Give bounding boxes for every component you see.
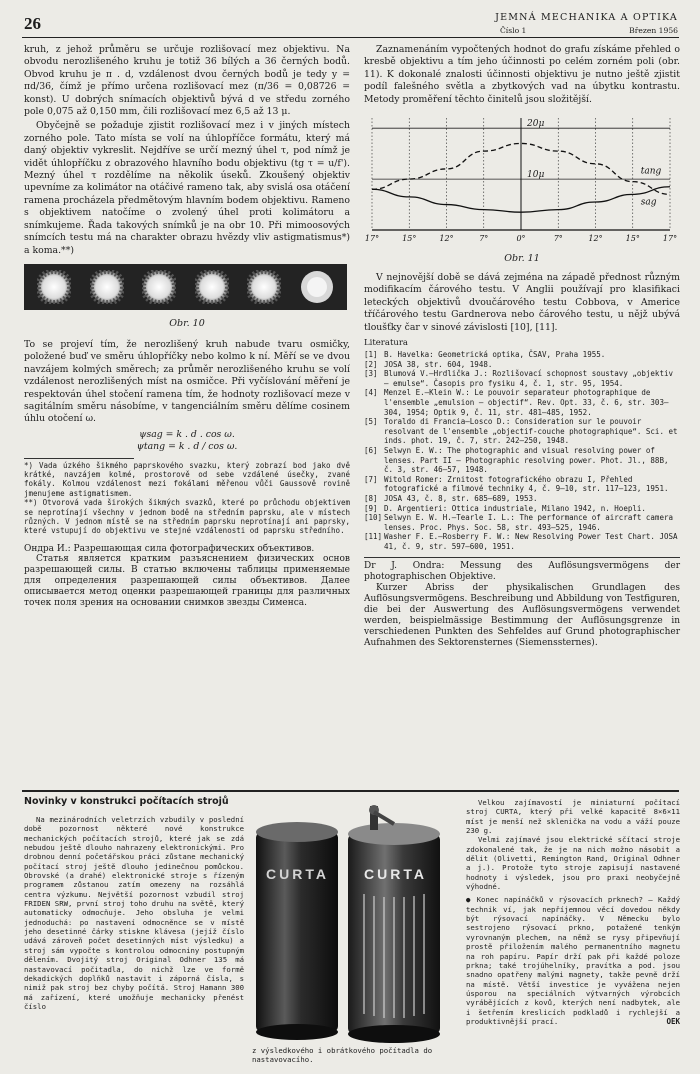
issue-date: Březen 1956 bbox=[629, 26, 678, 35]
journal-title: JEMNÁ MECHANIKA A OPTIKA bbox=[495, 12, 678, 23]
reference-item bbox=[364, 360, 680, 370]
reference-number: [6] bbox=[364, 446, 378, 455]
x-tick-label: 17° bbox=[364, 234, 380, 244]
reference-number: [11] bbox=[364, 532, 383, 542]
x-tick-label: 7° bbox=[479, 234, 489, 244]
news-heading: Novinky v konstrukci počítacích strojů bbox=[24, 796, 229, 807]
x-tick-label: 17° bbox=[662, 234, 678, 244]
news-column-right bbox=[466, 798, 680, 1026]
reference-item bbox=[364, 475, 680, 494]
news-column-left bbox=[24, 796, 244, 1011]
reference-text: Selwyn E. W. H.—Tearle I. L.: The performance of aircraft camera lenses. Proc. Phys. Soc. 58, str. 493—525, 1946. bbox=[384, 513, 673, 532]
x-tick-label: 0° bbox=[516, 234, 526, 244]
reference-item bbox=[364, 504, 680, 514]
russian-summary-body: Статья является кратким разъяснением физических основ разрешающей силы. В статью включены таблицы применяемые для определения разрешающей силы объективов. Далее описывается метод оценки разрешающей границы для различных точек поля зрения на основании снимков звезды Сименса. bbox=[24, 554, 350, 609]
reference-number: [10] bbox=[364, 513, 383, 523]
y-tick-label: 20μ bbox=[527, 119, 545, 130]
german-summary-author: Dr J. Ondra: Messung des Auflösungsvermögens der photographischen Objektive. bbox=[364, 560, 680, 582]
y-tick-label: 10μ bbox=[527, 170, 545, 181]
figure-11-chart bbox=[364, 112, 680, 252]
section-rule bbox=[22, 790, 679, 792]
news-curta-paragraph: Velkou zajímavostí je miniaturní počítací stroj CURTA, který při velké kapacitě 8×6×11 míst je menší než sklenička na vodu a váží pouze 230 g. bbox=[466, 798, 680, 836]
news-drawing-board-paragraph: ● Konec napínáčků v rýsovacích prknech? — Každý technik ví, jak nepříjemnou věcí dovedou někdy být rýsovací napínáčky. V Německu bylo sestrojeno rýsovací prkno, potažené tenkým vyrovnaným plechem, na němž se rysy připevňují prostě přiložením malého permanentního magnetu na roh papíru. Papír drží pak při každé poloze prkna; také trojúhelníky, pravítka a pod. jsou snadno opatřeny malými magnety, takže pevně drží na místě. Větší investice je vyvážena nejen úsporou na speciálních výtvarných výrobcích vyrábějících z kovů, kterých není nadbytek, ale i šetřením kreslicích podkladů i rychlejší a produktivnější prací. bbox=[466, 895, 680, 1026]
star-test-image-1 bbox=[37, 270, 71, 304]
german-summary-body: Kurzer Abriss der physikalischen Grundlagen des Auflösungsvermögens. Beschreibung und Abbildung von Testfiguren, die bei der Auswertung des Auflösungsvermögens verwendet werden, beispielmässige Bestimmung der Auflösungsgrenze in verschiedenen Punkten des Sehfeldes auf Grund photographischer Aufnahmen des Sektorensternes (Siemenssternes). bbox=[364, 582, 680, 648]
star-test-image-3 bbox=[142, 270, 176, 304]
reference-text: D. Argentieri: Ottica industriale, Milano 1942, n. Hoepli. bbox=[384, 503, 646, 513]
equation-sag: ψsag = k . d . cos ω. bbox=[139, 428, 235, 440]
header-rule bbox=[22, 37, 679, 38]
figure-10-caption: Obr. 10 bbox=[169, 317, 205, 329]
russian-summary-author: Ондра И.: Разрешающая сила фотографических объективов. bbox=[24, 543, 315, 554]
reference-text: Menzel E.—Klein W.: Le pouvoir separateur photographique de l'ensemble „emulsion — objectif“. Rev. Opt. 33, č. 6, str. 303—304, 1954; Optik 9, č. 11, str. 481—485, 1952. bbox=[384, 388, 669, 417]
reference-text: Washer F. E.—Rosberry F. W.: New Resolving Power Test Chart. JOSA 41, č. 9, str. 597—600, 1951. bbox=[384, 532, 678, 551]
reference-item bbox=[364, 532, 680, 551]
reference-number: [8] bbox=[364, 493, 378, 503]
curta-image bbox=[252, 804, 452, 1044]
x-tick-label: 15° bbox=[625, 234, 640, 244]
curta-calculator-photo bbox=[252, 804, 452, 1044]
reference-number: [7] bbox=[364, 474, 378, 484]
summary-rule bbox=[364, 557, 680, 558]
reference-text: Toraldo di Francia—Losco D.: Consideration sur le pouvoir resolvant de l'ensemble „objectif-couche photographique“. Sci. et inds. phot. 19, č. 7, str. 242—250, 1948. bbox=[384, 417, 678, 446]
reference-item bbox=[364, 446, 680, 475]
reference-text: JOSA 43, č. 8, str. 685—689, 1953. bbox=[384, 493, 538, 503]
star-test-image-2 bbox=[90, 270, 124, 304]
star-test-image-6 bbox=[300, 270, 334, 304]
reference-item bbox=[364, 350, 680, 360]
x-tick-label: 7° bbox=[553, 234, 563, 244]
figure-10-star-images bbox=[24, 264, 347, 310]
issue-number: Číslo 1 bbox=[500, 26, 527, 35]
right-column bbox=[364, 44, 680, 649]
footnote-rule bbox=[24, 458, 134, 459]
news-signature: OEK bbox=[666, 1017, 680, 1027]
footnote-coma: **) Otvorová vada širokých šikmých svazků, které po průchodu objektivem se neprotínají všechny v jednom bodě na středním paprsku, ale v místech různých. V jednom místě se na středním paprsku neprotínají ani paprsky, které vstupují do objektivu ve stejné vzdálenosti od paprsku středního. bbox=[24, 498, 350, 536]
x-tick-label: 15° bbox=[402, 234, 417, 244]
reference-number: [4] bbox=[364, 388, 378, 398]
x-tick-label: 12° bbox=[439, 234, 454, 244]
reference-item bbox=[364, 513, 680, 532]
reference-item bbox=[364, 369, 680, 388]
paragraph-figure-eight: To se projeví tím, že nerozlišený kruh nabude tvaru osmičky, položené buď ve směru úhlopříčky nebo kolmo k ní. Měří se ve dvou navzájem kolmých směrech; za průměr nerozlišeného kruhu se volí vzdálenost nerozlišených míst na osmičce. Při vyčíslování měření je respektován úhel stočení ramena tím, že hodnoty rozlišovací meze v sagitálním směru násobíme, v tangenciálním směru dělíme cosinem úhlu otočení ω. bbox=[24, 338, 350, 425]
reference-text: JOSA 38, str. 604, 1948. bbox=[384, 359, 493, 369]
equation-tang: ψtang = k . d / cos ω. bbox=[136, 441, 238, 453]
left-column bbox=[24, 44, 350, 609]
paragraph-resolution-limit: kruh, z jehož průměru se určuje rozlišovací mez objektivu. Na obvodu nerozlišeného kruhu je totiž 36 bílých a 36 černých bodů. Obvod kruhu je π . d, vzdálenost dvou černých bodů je tedy y = πd/36, čímž je přímo určena rozlišovací mez (π/36 = 0,08726 = konst). U dobrých snímacích objektivů bývá d ve středu zorného pole 0,075 až 0,150 mm, čili rozlišovací mez 6,5 až 13 μ. bbox=[24, 44, 350, 118]
reference-number: [9] bbox=[364, 503, 378, 513]
news-calculators-body: Na mezinárodních veletrzích vzbudily v poslední době pozornost některé nové konstrukce mechanických počítacích strojů, které jak se zdá nebudou ještě dlouho nahrazeny elektronickými. Pro drobnou denní početářskou práci zůstane mechanický počítací stroj ještě dlouho jedinečnou pomůckou. Obrovské (a drahé) elektronické stroje s řízeným programem zůstanou zatím omezeny na rozsáhlá centra výzkumu. Největší pozornost vzbudil stroj FRIDEN SRW, první stroj toho druhu na světě, který automaticky odmocňuje. Jeho obsluha je velmi jednoduchá: po nastavení odmocněnce se v místě jeho desetinné čárky stiskne klávesa (jejíž číslo udává zároveň počet desetinných míst výsledku) a stroj sám vypočte s kontrolou odmocniny postupným dělením. Dvojitý stroj Original Odhner 135 má nastavovací počitadla, do nichž lze ve formě dekadických doplňků nastavit i záporná čísla, s nimiž pak stroj bez chyby počítá. Stroj Hamann 300 má zařízení, které umožňuje mechanicky přenést číslo bbox=[24, 815, 244, 1011]
reference-text: Blumová V.—Hrdlička J.: Rozlišovací schopnost soustavy „objektiv — emulse“. Časopis pro fysiku 4, č. 1, str. 95, 1954. bbox=[384, 369, 673, 388]
reference-number: [5] bbox=[364, 417, 378, 427]
news-continuation: z výsledkového i obrátkového počítadla do nastavovacího. bbox=[252, 1046, 433, 1065]
figure-11-caption: Obr. 11 bbox=[504, 253, 540, 265]
star-test-image-4 bbox=[195, 270, 229, 304]
reference-item bbox=[364, 388, 680, 417]
reference-list bbox=[364, 350, 680, 551]
reference-item bbox=[364, 417, 680, 446]
paragraph-graph-intro: Zaznamenáním vypočtených hodnot do grafu získáme přehled o kresbě objektivu a tím jeho účinnosti po celém zorném poli (obr. 11). K dokonalé znalosti účinnosti objektivu je nutno ještě zjistit podíl falešného světla a zbytkových vad na úbytku kontrastu. Metody proměření těchto činitelů jsou složitější. bbox=[364, 44, 680, 105]
page-number: 26 bbox=[24, 14, 41, 33]
reference-item bbox=[364, 494, 680, 504]
news-electric-paragraph: Velmi zajímavé jsou elektrické sčítací stroje zdokonalené tak, že je na nich možno násobit a dělit (Olivetti, Remington Rand, Original Odhner a j.). Protože tyto stroje zapisují nastavené hodnoty i výsledek, jsou pro praxi neobyčejně výhodné. bbox=[466, 835, 680, 892]
paragraph-field-measurement: Obyčejně se požaduje zjistit rozlišovací mez i v jiných místech zorného pole. Tato místa se volí na úhlopříčce formátu, který má daný objektiv vykreslit. Nejdříve se určí mezný úhel τ, pod nímž je vidět úhlopříčku z obrazového hlavního bodu objektivu (tg τ = u/f'). Mezný úhel τ rozdělíme na několik úseků. Zkoušený objektiv upevníme za kolimátor na otáčivé rameno tak, aby svislá osa otáčení ramena procházela předmětovým hlavním bodem objektivu. Rameno s objektivem natočíme o zvolený úhel proti kolimátoru a snímkujeme. Řada takových snímků je na obr 10. Při mimoosových snímcích testu má na charakter obrazu hvězdy vliv astigmatismus*) a koma.**) bbox=[24, 120, 350, 256]
literature-heading: Literatura bbox=[364, 338, 408, 349]
x-tick-label: 12° bbox=[588, 234, 603, 244]
reference-number: [2] bbox=[364, 359, 378, 369]
reference-number: [1] bbox=[364, 350, 378, 360]
paragraph-bar-tests: V nejnovější době se dává zejména na západě přednost různým modifikacím čárového testu. V Anglii používají pro klasifikaci leteckých objektivů dvoučárového testu Cobbova, v Americe tříčárového testu Gardnerova nebo čárového testu, u nějž ubývá tloušťky čar v sinové závislosti [10], [11]. bbox=[364, 272, 680, 333]
series-label: sag bbox=[640, 197, 657, 208]
curta-brand-calculator: CURTA bbox=[364, 866, 427, 882]
footnote-astigmatism: *) Vada úzkého šikmého paprskového svazku, který zobrazí bod jako dvě krátké, navzájem kolmé, prostorově od sebe vzdálené úsečky, zvané fokály. Kolmou vzdálenost mezi fokálami měřenou vůči Gaussově rovině jmenujeme astigmatismem. bbox=[24, 460, 350, 498]
reference-text: Witold Romer: Zrnitost fotografického obrazu I, Přehled fotografické a filmové techniky 4, č. 9—10, str. 117—123, 1951. bbox=[384, 474, 669, 494]
curta-brand-case: CURTA bbox=[266, 866, 329, 882]
reference-text: Selwyn E. W.: The photographic and visual resolving power of lenses. Part II — Photographic resolving power. Phot. Jl., 88B, č. 3, str. 46—57, 1948. bbox=[384, 446, 669, 475]
reference-number: [3] bbox=[364, 369, 378, 379]
reference-text: B. Havelka: Geometrická optika, ČSAV, Praha 1955. bbox=[384, 350, 606, 360]
series-label: tang bbox=[640, 166, 662, 177]
star-test-image-5 bbox=[247, 270, 281, 304]
